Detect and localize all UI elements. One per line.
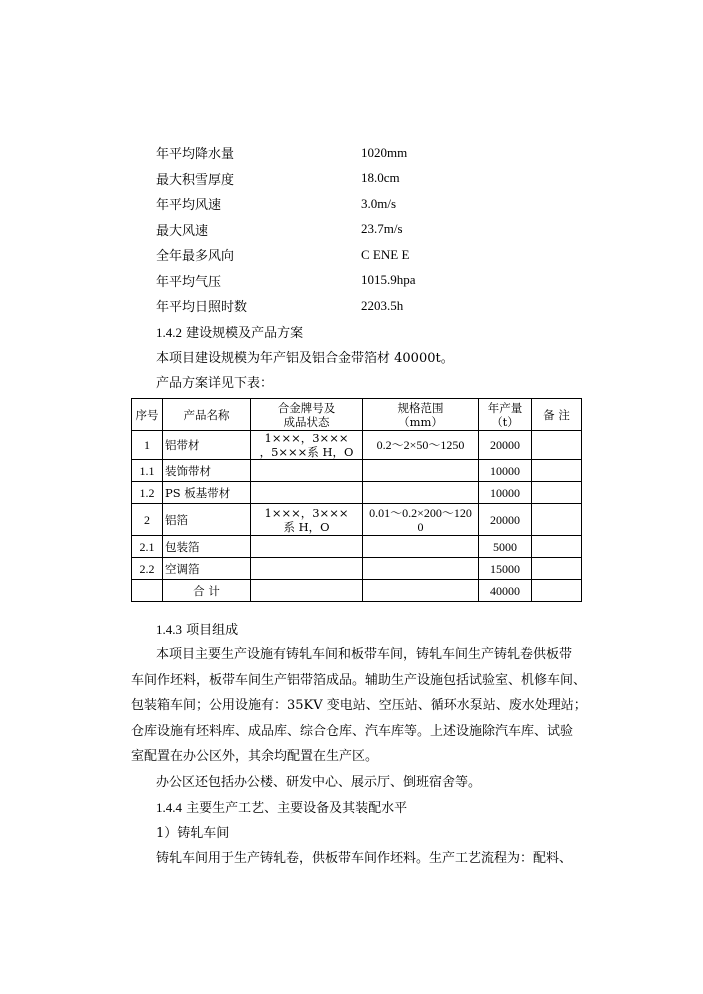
section-title: 主要生产工艺、主要设备及其装配水平 (186, 801, 408, 816)
table-header-row (132, 399, 582, 431)
cell-seq: 2 (132, 504, 163, 536)
table-total-row (132, 580, 582, 602)
cell-remark (532, 460, 582, 482)
climate-value: 2203.5h (361, 297, 404, 313)
table-row (132, 482, 582, 504)
table-row (132, 460, 582, 482)
header-spec (363, 399, 479, 431)
climate-label: 年平均降水量 (156, 147, 235, 163)
cell-spec (363, 504, 479, 536)
cell-output: 10000 (479, 482, 532, 504)
section-title: 项目组成 (186, 623, 239, 638)
cell-product-name: 铝箔 (163, 504, 251, 536)
header-remark: 备 注 (532, 399, 582, 431)
header-output-line1: 年产量 (487, 400, 523, 415)
climate-value: 18.0cm (361, 170, 400, 186)
cell-alloy (251, 431, 363, 460)
cell-remark (532, 558, 582, 580)
cell-spec-line1: 0.01～0.2×200～120 (369, 505, 472, 520)
cell-remark (532, 536, 582, 558)
header-alloy-line1: 合金牌号及 (277, 400, 336, 415)
cell-alloy (251, 558, 363, 580)
section-number: 1.4.2 (156, 325, 182, 340)
header-spec-line1: 规格范围 (397, 400, 444, 415)
cell-remark (532, 482, 582, 504)
cell-alloy-line2: ，5×××系 H，O (259, 445, 354, 459)
climate-value: 1015.9hpa (361, 272, 416, 288)
cell-alloy (251, 580, 363, 602)
cell-alloy (251, 482, 363, 504)
cell-spec (363, 558, 479, 580)
cell-spec (363, 536, 479, 558)
cell-spec (363, 460, 479, 482)
office-paragraph: 办公区还包括办公楼、研发中心、展示厅、倒班宿舍等。 (156, 775, 482, 790)
header-alloy-line2: 成品状态 (283, 414, 330, 429)
composition-line: 包装箱车间；公用设施有：35KV 变电站、空压站、循环水泵站、废水处理站； (131, 698, 587, 714)
cell-seq: 1.2 (132, 482, 163, 504)
climate-value: 23.7m/s (361, 221, 403, 237)
scale-paragraph: 本项目建设规模为年产铝及铝合金带箔材 40000t。 (156, 351, 454, 366)
cell-alloy (251, 536, 363, 558)
header-product-name: 产品名称 (163, 399, 251, 431)
climate-value: C ENE E (361, 246, 410, 262)
climate-row (156, 191, 576, 217)
cell-remark (532, 504, 582, 536)
composition-line: 本项目主要生产设施有铸轧车间和板带车间，铸轧车间生产铸轧卷供板带 (156, 647, 573, 662)
section-heading-1-4-2 (156, 320, 303, 346)
cell-spec (363, 482, 479, 504)
header-seq: 序号 (132, 399, 163, 431)
climate-row (156, 268, 576, 294)
cell-spec (363, 580, 479, 602)
header-alloy (251, 399, 363, 431)
cell-product-name: 铝带材 (163, 431, 251, 460)
header-output (479, 399, 532, 431)
cell-output: 10000 (479, 460, 532, 482)
header-spec-line2: （mm） (398, 414, 443, 429)
cell-alloy (251, 460, 363, 482)
section-title: 建设规模及产品方案 (186, 326, 304, 341)
cell-product-name: 包装箔 (163, 536, 251, 558)
climate-label: 年平均风速 (156, 198, 222, 214)
table-intro: 产品方案详见下表： (156, 376, 274, 391)
climate-label: 年平均气压 (156, 274, 222, 290)
table-row (132, 536, 582, 558)
composition-line: 室配置在办公区外，其余均配置在生产区。 (131, 749, 379, 765)
section-heading-1-4-4 (156, 795, 407, 821)
cell-spec (363, 431, 479, 460)
section-heading-1-4-3 (156, 617, 238, 643)
cell-seq: 1.1 (132, 460, 163, 482)
climate-data-list (156, 140, 576, 319)
cell-alloy-line2: 系 H，O (283, 519, 330, 534)
table-row (132, 558, 582, 580)
climate-value: 1020mm (361, 144, 408, 160)
section-number: 1.4.4 (156, 800, 182, 815)
cell-spec-line1: 0.2～2×50～1250 (376, 438, 465, 452)
cell-output: 15000 (479, 558, 532, 580)
cell-output: 20000 (479, 504, 532, 536)
section-number: 1.4.3 (156, 622, 182, 637)
cell-product-name: PS 板基带材 (163, 482, 251, 504)
climate-label: 全年最多风向 (156, 249, 235, 265)
cell-product-name: 装饰带材 (163, 460, 251, 482)
climate-label: 最大积雪厚度 (156, 172, 235, 188)
cell-output: 20000 (479, 431, 532, 460)
cell-remark (532, 431, 582, 460)
cell-alloy (251, 504, 363, 536)
cell-seq: 2.2 (132, 558, 163, 580)
climate-label: 最大风速 (156, 223, 209, 239)
climate-row (156, 140, 576, 166)
table-row (132, 431, 582, 460)
climate-row (156, 166, 576, 192)
cell-remark (532, 580, 582, 602)
cell-output: 5000 (479, 536, 532, 558)
product-plan-table (131, 398, 582, 602)
cell-alloy-line1: 1×××，3××× (264, 431, 349, 445)
climate-value: 3.0m/s (361, 195, 397, 211)
cell-total-value: 40000 (479, 580, 532, 602)
cell-spec-line2: 0 (417, 519, 424, 534)
subsection-casting-workshop: 1）铸轧车间 (156, 826, 230, 841)
cell-seq: 1 (132, 431, 163, 460)
composition-line: 车间作坯料，板带车间生产铝带箔成品。辅助生产设施包括试验室、机修车间、 (131, 672, 587, 688)
header-output-line2: （t） (491, 414, 519, 429)
climate-row (156, 242, 576, 268)
cell-alloy-line1: 1×××，3××× (264, 505, 349, 520)
climate-row (156, 293, 576, 319)
cell-seq: 2.1 (132, 536, 163, 558)
composition-paragraph (131, 642, 601, 770)
table-row (132, 504, 582, 536)
cell-seq (132, 580, 163, 602)
climate-row (156, 217, 576, 243)
composition-line: 仓库设施有坯料库、成品库、综合仓库、汽车库等。上述设施除汽车库、试验 (131, 723, 574, 739)
climate-label: 年平均日照时数 (156, 300, 248, 316)
cell-total-label: 合 计 (163, 580, 251, 602)
casting-paragraph: 铸轧车间用于生产铸轧卷，供板带车间作坯料。生产工艺流程为：配料、 (156, 851, 573, 866)
cell-product-name: 空调箔 (163, 558, 251, 580)
